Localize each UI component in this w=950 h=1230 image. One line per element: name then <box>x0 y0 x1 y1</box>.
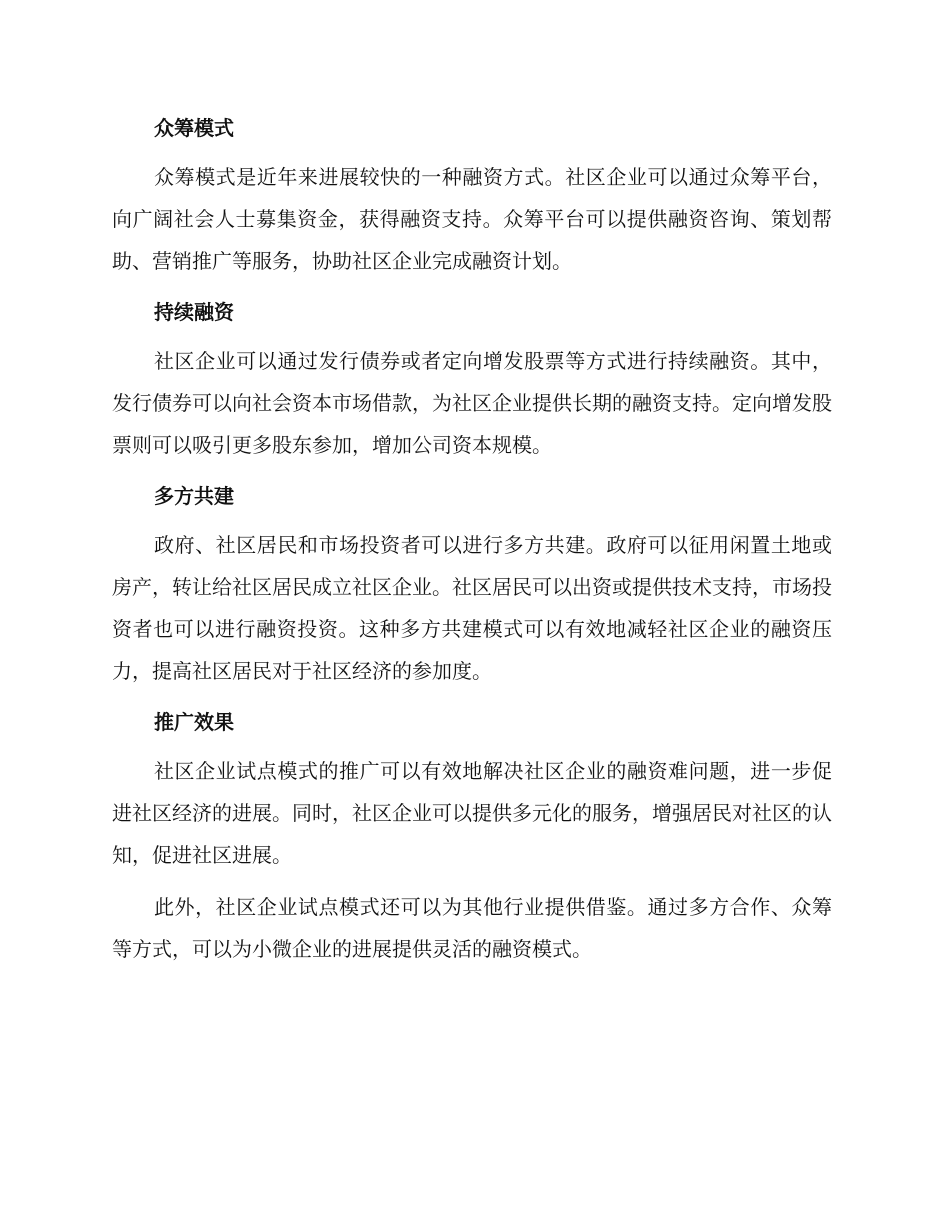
section-heading: 众筹模式 <box>154 116 234 140</box>
paragraph: 社区企业试点模式的推广可以有效地解决社区企业的融资难问题，进一步促进社区经济的进展。同时，社区企业可以提供多元化的服务，增强居民对社区的认知，促进社区进展。 <box>112 759 832 867</box>
section-heading: 推广效果 <box>154 710 234 734</box>
section-promotion-effect <box>112 702 832 970</box>
paragraph: 政府、社区居民和市场投资者可以进行多方共建。政府可以征用闲置土地或房产，转让给社区居民成立社区企业。社区居民可以出资或提供技术支持，市场投资者也可以进行融资投资。这种多方共建模式可以有效地减轻社区企业的融资压力，提高社区居民对于社区经济的参加度。 <box>112 533 832 683</box>
paragraph: 众筹模式是近年来进展较快的一种融资方式。社区企业可以通过众筹平台，向广阔社会人士募集资金，获得融资支持。众筹平台可以提供融资咨询、策划帮助、营销推广等服务，协助社区企业完成融资计划。 <box>112 165 832 273</box>
document-body <box>112 108 832 980</box>
section-crowdfunding <box>112 108 832 282</box>
section-continuous-financing <box>112 292 832 466</box>
section-heading: 多方共建 <box>154 484 234 508</box>
section-multi-party <box>112 476 832 692</box>
paragraph: 社区企业可以通过发行债券或者定向增发股票等方式进行持续融资。其中，发行债券可以向社会资本市场借款，为社区企业提供长期的融资支持。定向增发股票则可以吸引更多股东参加，增加公司资本规模。 <box>112 349 832 457</box>
paragraph: 此外，社区企业试点模式还可以为其他行业提供借鉴。通过多方合作、众筹等方式，可以为小微企业的进展提供灵活的融资模式。 <box>112 895 832 961</box>
section-heading: 持续融资 <box>154 300 234 324</box>
